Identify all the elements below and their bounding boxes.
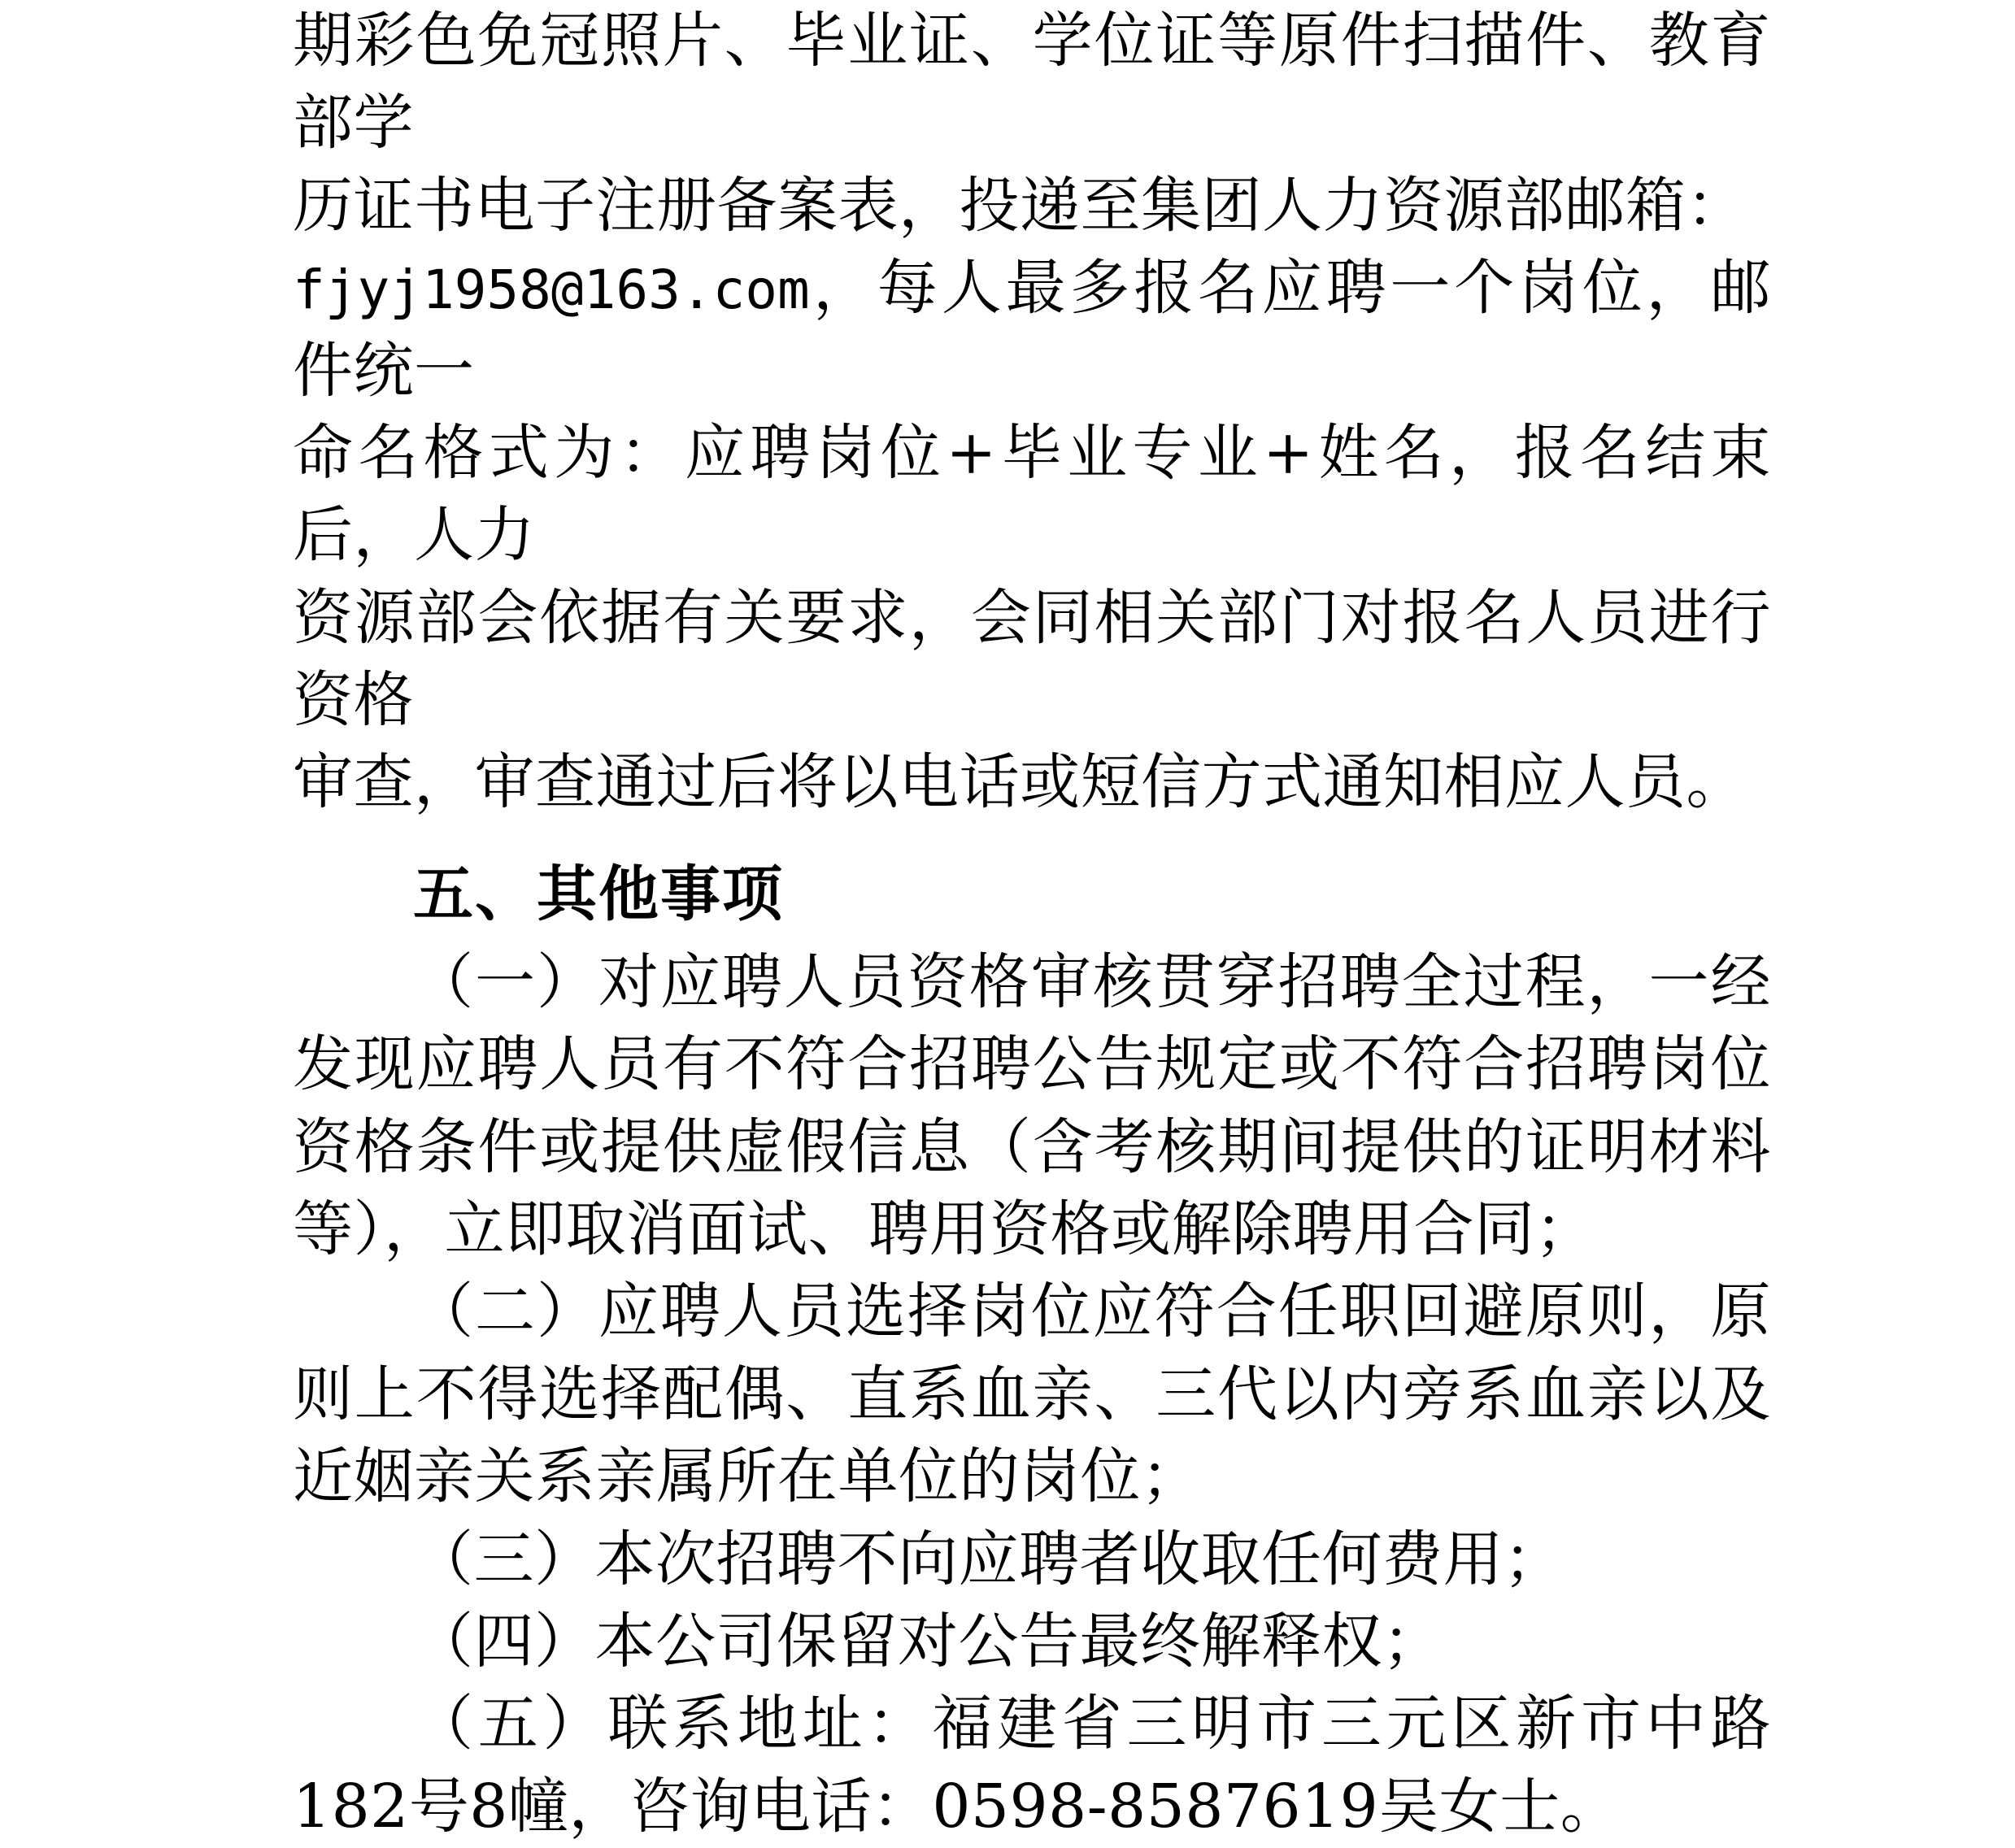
section-item-4: （四）本公司保留对公告最终解释权； bbox=[413, 1606, 1443, 1676]
paragraph-materials-line4: 命名格式为：应聘岗位+毕业专业+姓名，报名结束后，人力 bbox=[293, 417, 1771, 571]
email-lead-text: 历证书电子注册备案表，投递至集团人力资源部邮箱： bbox=[293, 170, 1747, 241]
paragraph-materials-line3 bbox=[293, 247, 1771, 412]
paragraph-materials-line2 bbox=[293, 165, 1771, 247]
contact-address-number: 182 bbox=[293, 1771, 409, 1841]
section-item-5-contact bbox=[293, 1683, 1771, 1848]
contact-address-number-suffix: 号 bbox=[408, 1771, 470, 1841]
contact-person-name: 吴女士。 bbox=[1378, 1771, 1621, 1841]
contact-building-suffix: 幢，咨询电话： bbox=[507, 1771, 933, 1841]
paragraph-materials-line6: 审查，审查通过后将以电话或短信方式通知相应人员。 bbox=[293, 747, 1747, 818]
document-body bbox=[293, 0, 1771, 1848]
contact-phone-number: 0598-8587619 bbox=[932, 1771, 1379, 1841]
paragraph-materials-line1: 期彩色免冠照片、毕业证、学位证等原件扫描件、教育部学 bbox=[293, 6, 1771, 159]
contact-building-number: 8 bbox=[469, 1771, 508, 1841]
section-heading-other-matters: 五、其他事项 bbox=[413, 859, 784, 929]
section-item-3: （三）本次招聘不向应聘者收取任何费用； bbox=[413, 1524, 1565, 1594]
paragraph-materials-line5: 资源部会依据有关要求，会同相关部门对报名人员进行资格 bbox=[293, 582, 1771, 735]
email-trailing-text: ，每人最多报名应聘一个岗位，邮件统一 bbox=[293, 253, 1771, 406]
section-item-2: （二）应聘人员选择岗位应符合任职回避原则，原则上不得选择配偶、直系血亲、三代以内旁系血亲以及近姻亲关系亲属所在单位的岗位； bbox=[293, 1276, 1771, 1512]
section-item-1: （一）对应聘人员资格审核贯穿招聘全过程，一经发现应聘人员有不符合招聘公告规定或不符合招聘岗位资格条件或提供虚假信息（含考核期间提供的证明材料等），立即取消面试、聘用资格或解除聘用合同； bbox=[293, 946, 1771, 1265]
hr-email-address: fjyj1958@163.com bbox=[293, 259, 810, 322]
contact-address-prefix: （五）联系地址：福建省三明市三元区新市中路 bbox=[413, 1689, 1771, 1759]
